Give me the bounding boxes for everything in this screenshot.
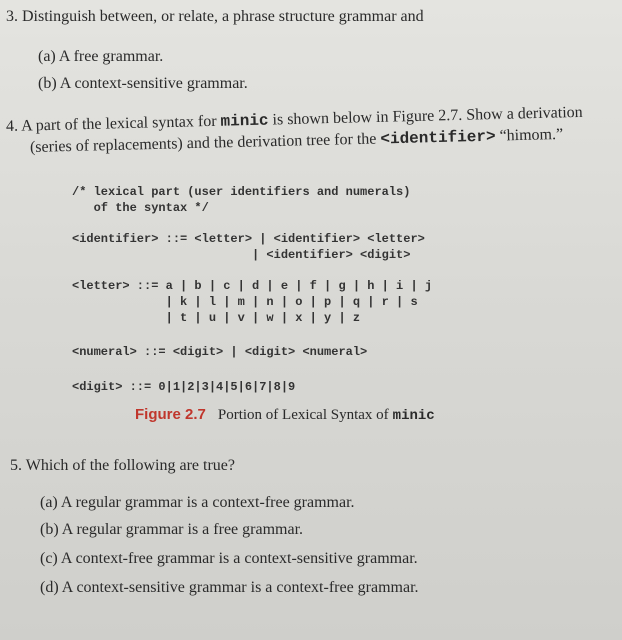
- option-label: (a): [38, 48, 56, 65]
- code-minic: minic: [392, 408, 435, 424]
- code-letter-rule-3: | t | u | v | w | x | y | z: [72, 311, 361, 325]
- code-comment-line-2: of the syntax */: [72, 201, 209, 215]
- code-letter-rule-2: | k | l | m | n | o | p | q | r | s: [72, 295, 418, 309]
- code-identifier-rule-alt: | <identifier> <digit>: [72, 248, 411, 262]
- option-label: (d): [40, 579, 59, 596]
- question-5-option-b: [40, 521, 303, 539]
- option-label: (c): [40, 550, 58, 567]
- figure-caption-text: Portion of Lexical Syntax of: [217, 407, 389, 423]
- question-5-option-a: [40, 494, 355, 512]
- code-identifier: <identifier>: [380, 127, 496, 149]
- option-text: A context-free grammar is a context-sensitive grammar.: [60, 550, 418, 567]
- option-text: A context-sensitive grammar is a context-free grammar.: [61, 579, 419, 596]
- question-3-number: 3.: [6, 8, 18, 25]
- option-label: (b): [38, 75, 57, 92]
- figure-label: Figure 2.7: [135, 406, 206, 423]
- option-text: A free grammar.: [58, 48, 164, 65]
- question-5: [10, 457, 235, 475]
- question-3: [6, 8, 424, 26]
- code-comment-line-1: /* lexical part (user identifiers and numerals): [72, 185, 411, 199]
- question-5-option-d: [40, 579, 419, 597]
- option-text: A context-sensitive grammar.: [59, 75, 248, 92]
- question-4-number: 4.: [5, 117, 19, 135]
- code-letter-rule-1: <letter> ::= a | b | c | d | e | f | g | h | i | j: [72, 279, 433, 293]
- option-text: A regular grammar is a context-free grammar.: [60, 494, 355, 511]
- question-4-text: (series of replacements) and the derivation tree for the: [29, 130, 377, 156]
- code-numeral-rule: <numeral> ::= <digit> | <digit> <numeral>: [72, 345, 368, 359]
- option-label: (b): [40, 521, 59, 538]
- code-digit-rule: <digit> ::= 0|1|2|3|4|5|6|7|8|9: [72, 380, 296, 394]
- question-3-text: Distinguish between, or relate, a phrase structure grammar and: [22, 8, 424, 25]
- question-5-option-c: [40, 550, 418, 568]
- question-3-option-b: [38, 75, 248, 93]
- question-5-number: 5.: [10, 457, 22, 474]
- option-text: A regular grammar is a free grammar.: [61, 521, 304, 538]
- option-label: (a): [40, 494, 58, 511]
- code-identifier-rule: <identifier> ::= <letter> | <identifier> <letter>: [72, 232, 425, 246]
- question-3-option-a: [38, 48, 163, 66]
- question-4-text: is shown below in Figure 2.7. Show a derivation: [272, 103, 583, 129]
- code-minic: minic: [220, 111, 269, 131]
- question-4-text: “himom.”: [499, 125, 564, 145]
- figure-caption: [135, 406, 435, 424]
- question-4-text: A part of the lexical syntax for: [20, 112, 217, 135]
- question-5-text: Which of the following are true?: [25, 457, 235, 474]
